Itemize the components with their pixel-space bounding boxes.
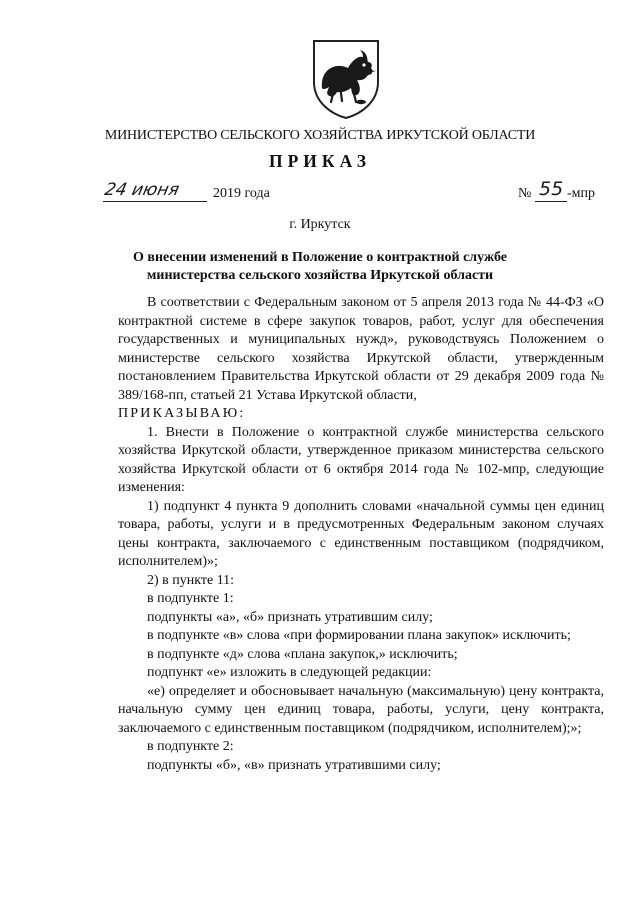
subpoint-e-paragraph: подпункт «е» изложить в следующей редакции: xyxy=(147,665,432,680)
date-underline xyxy=(103,201,207,202)
subitem-2-paragraph: 2) в пункте 11: xyxy=(147,572,235,588)
subpoint-v-paragraph: в подпункте «в» слова «при формировании плана закупок» исключить; xyxy=(147,628,571,643)
order-keyword: ПРИКАЗЫВАЮ: xyxy=(118,406,246,421)
item-1-paragraph: 1. Внести в Положение о контрактной службе министерства сельского хозяйства Иркутской области, утвержденное приказом министерства сельского хозяйства Иркутской области от 6 октября 2014 года № 102-мпр, следующие изменения: xyxy=(118,424,604,495)
subpoints-ab-paragraph: подпункты «а», «б» признать утратившим силу; xyxy=(147,609,433,625)
title-line: министерства сельского хозяйства Иркутской области xyxy=(146,268,494,283)
handwritten-date: 24 июня xyxy=(102,180,181,200)
subpoint-2-paragraph: в подпункте 2: xyxy=(147,739,234,754)
irkutsk-coat-of-arms-icon xyxy=(311,38,381,120)
ministry-name: МИНИСТЕРСТВО СЕЛЬСКОГО ХОЗЯЙСТВА ИРКУТСКОЙ ОБЛАСТИ xyxy=(104,128,536,143)
city: г. Иркутск xyxy=(289,217,351,232)
subitem-1-paragraph: 1) подпункт 4 пункта 9 дополнить словами «начальной суммы цен единиц товара, работы, услуги и в предусмотренных Федеральным законом случаях цены контракта, заключаемого с единственным поставщиком (подрядчиком, исполнителем)»; xyxy=(118,498,604,569)
subpoint-e-text-paragraph: «е) определяет и обосновывает начальную (максимальную) цену контракта, начальную сумму цен единиц товара, работы, услуги, цену контракта, заключаемого с единственным поставщиком (подрядчиком, исполнителем);»; xyxy=(118,683,604,736)
subpoints-bv-paragraph: подпункты «б», «в» признать утратившими силу; xyxy=(147,757,441,773)
document-body xyxy=(118,294,604,775)
number-suffix: -мпр xyxy=(567,186,596,201)
subpoint-d-paragraph: в подпункте «д» слова «плана закупок,» исключить; xyxy=(147,646,458,662)
date-number-row xyxy=(102,178,603,206)
document-type: ПРИКАЗ xyxy=(268,151,372,171)
number-sign: № xyxy=(518,186,532,201)
year-label: 2019 года xyxy=(213,186,270,201)
number-underline xyxy=(535,201,567,202)
title-line: О внесении изменений в Положение о контрактной службе xyxy=(133,250,507,265)
subpoint-1-paragraph: в подпункте 1: xyxy=(147,591,234,606)
document-title xyxy=(80,249,560,285)
handwritten-number: 55 xyxy=(539,178,564,200)
preamble-paragraph: В соответствии с Федеральным законом от 5 апреля 2013 года № 44-ФЗ «О контрактной системе в сфере закупок товаров, работ, услуг для обеспечения государственных и муниципальных нужд», руководствуясь Положением о министерстве сельского хозяйства Иркутской области, утвержденным постановлением Правительства Иркутской области от 29 декабря 2009 года № 389/168-пп, статьей 21 Устава Иркутской области, xyxy=(118,295,604,403)
